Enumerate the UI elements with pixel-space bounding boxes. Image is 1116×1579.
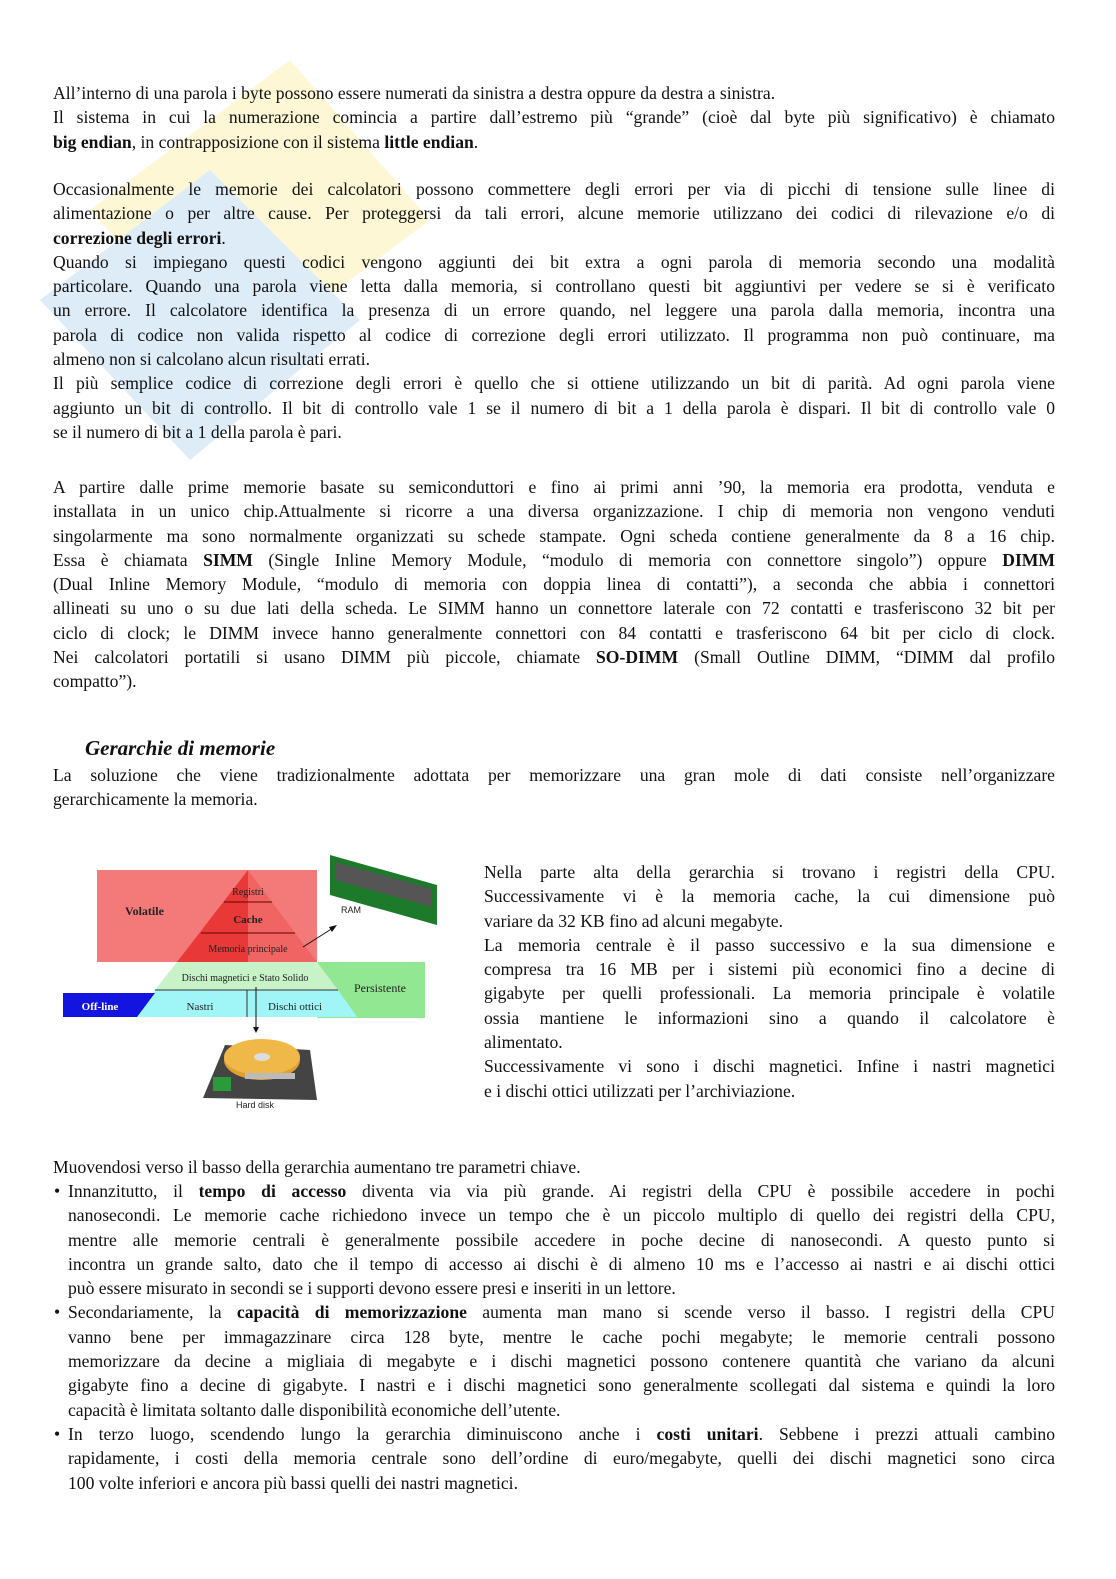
text-line bbox=[53, 226, 1055, 250]
bullet-list bbox=[53, 1179, 1055, 1495]
text-segment: Il più semplice codice di correzione degli errori è quello che si ottiene utilizzando un bit di parità. Ad ogni parola viene bbox=[53, 373, 1055, 394]
text-line bbox=[53, 81, 1055, 105]
text-line bbox=[53, 323, 1055, 347]
paragraph-endianness bbox=[53, 81, 1055, 154]
bold-term: capacità di memorizzazione bbox=[236, 1302, 467, 1323]
text-segment: Successivamente vi è la memoria cache, la cui dimensione può bbox=[484, 886, 1055, 907]
label-registri: Registri bbox=[232, 887, 264, 898]
list-item-text bbox=[68, 1422, 1055, 1495]
text-segment: (Single Inline Memory Module, “modulo di memoria con connettore singolo”) oppure bbox=[252, 549, 1003, 570]
text-segment: La memoria centrale è il passo successivo e la sua dimensione e bbox=[484, 934, 1055, 955]
text-line bbox=[484, 1006, 1055, 1030]
hard-disk-icon bbox=[203, 1039, 317, 1100]
text-segment: e i dischi ottici utilizzati per l’archiviazione. bbox=[484, 1080, 796, 1101]
text-line bbox=[68, 1276, 1055, 1300]
text-segment: La soluzione che viene tradizionalmente adottata per memorizzare una gran mole di dati consiste nell’organizzare bbox=[53, 765, 1055, 785]
list-item bbox=[53, 1179, 1055, 1300]
text-line bbox=[53, 763, 1055, 787]
text-line bbox=[53, 669, 1055, 693]
text-line bbox=[53, 130, 1055, 154]
text-line bbox=[484, 1030, 1055, 1054]
text-line bbox=[68, 1349, 1055, 1373]
bold-term: SIMM bbox=[203, 549, 253, 570]
text-segment: aggiunto un bit di controllo. Il bit di controllo vale 1 se il numero di bit a 1 della parola è dispari. Il bit di controllo vale 0 bbox=[53, 397, 1055, 418]
text-segment: vanno bene per immagazzinare circa 128 byte, mentre le cache pochi megabyte; le memorie centrali possono bbox=[68, 1326, 1055, 1347]
label-persistente: Persistente bbox=[354, 981, 406, 995]
section-heading: Gerarchie di memorie bbox=[85, 736, 276, 760]
bullet-icon: • bbox=[54, 1302, 61, 1323]
text-segment: ciclo di clock; le DIMM invece hanno generalmente connettori con 84 contatti e trasferiscono 64 bit per ciclo di clock. bbox=[53, 622, 1055, 643]
list-item bbox=[53, 1300, 1055, 1421]
label-cache: Cache bbox=[233, 914, 263, 926]
bold-term: DIMM bbox=[1002, 549, 1056, 570]
text-segment: gigabyte per quelli professionali. La memoria principale è volatile bbox=[484, 983, 1055, 1004]
text-line bbox=[53, 787, 1055, 811]
text-segment: se il numero di bit a 1 della parola è pari. bbox=[53, 421, 342, 442]
text-line bbox=[484, 957, 1055, 981]
label-dischi-ottici: Dischi ottici bbox=[267, 1001, 323, 1013]
bullet-icon: • bbox=[54, 1181, 61, 1201]
text-line bbox=[68, 1325, 1055, 1349]
text-line bbox=[53, 548, 1055, 572]
text-line bbox=[53, 524, 1055, 548]
text-segment: installata in un unico chip.Attualmente si ricorre a una diversa organizzazione. I chip di memoria non vengono venduti bbox=[53, 501, 1055, 522]
bold-term: costi unitari bbox=[656, 1423, 759, 1444]
text-line bbox=[68, 1203, 1055, 1227]
text-line bbox=[484, 933, 1055, 957]
list-item-text bbox=[68, 1179, 1055, 1300]
bold-term: SO-DIMM bbox=[596, 647, 679, 668]
text-line bbox=[53, 201, 1055, 225]
text-segment: Occasionalmente le memorie dei calcolatori possono commettere degli errori per via di picchi di tensione sulle linee di bbox=[53, 179, 1055, 199]
text-line bbox=[484, 1079, 1055, 1103]
text-line bbox=[484, 909, 1055, 933]
text-segment: gerarchicamente la memoria. bbox=[53, 789, 258, 810]
text-segment: Nei calcolatori portatili si usano DIMM più piccole, chiamate bbox=[53, 647, 597, 668]
text-segment: All’interno di una parola i byte possono essere numerati da sinistra a destra oppure da destra a sinistra. bbox=[53, 83, 776, 103]
text-segment: allineati su uno o su due lati della scheda. Le SIMM hanno un connettore laterale con 72 contatti e trasferiscono 32 bit per bbox=[53, 598, 1055, 619]
bold-term: little endian bbox=[384, 131, 474, 152]
text-segment: , in contrapposizione con il sistema bbox=[131, 131, 385, 152]
text-segment: rapidamente, i costi della memoria centrale sono dell’ordine di euro/megabyte, quelli dei dischi magnetici sono circa bbox=[68, 1448, 1055, 1469]
bold-term: correzione degli errori bbox=[53, 227, 222, 248]
text-line bbox=[68, 1179, 1055, 1203]
text-segment: capacità è limitata soltanto dalle disponibilità economiche dell’utente. bbox=[68, 1399, 561, 1420]
paragraph-key-parameters bbox=[53, 1155, 1055, 1179]
text-line bbox=[53, 1155, 1055, 1179]
text-segment: particolare. Quando una parola viene letta dalla memoria, si controllano questi bit aggiuntivi per vedere se si è verificato bbox=[53, 276, 1055, 297]
paragraph-hierarchy-intro bbox=[53, 763, 1055, 812]
text-line bbox=[68, 1252, 1055, 1276]
label-ram: RAM bbox=[341, 905, 361, 915]
text-line bbox=[53, 596, 1055, 620]
text-segment: compresa tra 16 MB per i sistemi più economici fino a decine di bbox=[484, 959, 1055, 980]
text-line bbox=[53, 645, 1055, 669]
text-line bbox=[53, 274, 1055, 298]
text-line bbox=[68, 1446, 1055, 1470]
text-segment: almeno non si calcolano alcun risultati errati. bbox=[53, 349, 371, 370]
text-line bbox=[484, 981, 1055, 1005]
text-line bbox=[484, 1054, 1055, 1078]
paragraph-memory-modules bbox=[53, 475, 1055, 694]
label-offline: Off-line bbox=[81, 1001, 119, 1013]
bold-term: tempo di accesso bbox=[198, 1181, 347, 1201]
text-segment: mentre alle memorie centrali è generalmente possibile accedere in poche decine di nanosecondi. A questo punto si bbox=[68, 1229, 1055, 1250]
text-line bbox=[53, 475, 1055, 499]
text-segment: memorizzare da decine a migliaia di megabyte e i dischi magnetici possono contenere quantità che variano da alcuni bbox=[68, 1351, 1055, 1372]
text-segment: singolarmente ma sono normalmente organizzati su schede stampate. Ogni scheda contiene generalmente da 8 a 16 chip. bbox=[53, 525, 1055, 546]
paragraph-error-correction bbox=[53, 177, 1055, 444]
text-line bbox=[68, 1300, 1055, 1324]
text-segment: variare da 32 KB fino ad alcuni megabyte. bbox=[484, 910, 783, 931]
text-segment: Quando si impiegano questi codici vengono aggiunti dei bit extra a ogni parola di memoria secondo una modalità bbox=[53, 251, 1055, 272]
text-segment: . bbox=[473, 131, 479, 152]
text-line bbox=[53, 177, 1055, 201]
text-segment: compatto”). bbox=[53, 671, 137, 692]
text-line bbox=[53, 371, 1055, 395]
text-line bbox=[68, 1422, 1055, 1446]
text-segment: Muovendosi verso il basso della gerarchia aumentano tre parametri chiave. bbox=[53, 1157, 581, 1177]
text-line bbox=[68, 1373, 1055, 1397]
text-segment: Secondariamente, la bbox=[68, 1302, 237, 1323]
bullet-icon: • bbox=[54, 1423, 61, 1444]
text-segment: 100 volte inferiori e ancora più bassi quelli dei nastri magnetici. bbox=[68, 1472, 518, 1493]
text-line bbox=[68, 1228, 1055, 1252]
text-segment: può essere misurato in secondi se i supporti devono essere presi e inseriti in un lettore. bbox=[68, 1278, 676, 1299]
label-nastri: Nastri bbox=[186, 1001, 214, 1013]
text-segment: In terzo luogo, scendendo lungo la gerarchia diminuiscono anche i bbox=[68, 1423, 657, 1444]
list-item-text bbox=[68, 1300, 1055, 1421]
text-segment: un errore. Il calcolatore identifica la presenza di un errore quando, nel leggere una parola dalla memoria, incontra una bbox=[53, 300, 1055, 321]
text-line bbox=[53, 572, 1055, 596]
text-segment: A partire dalle prime memorie basate su semiconduttori e fino ai primi anni ’90, la memoria era prodotta, venduta e bbox=[53, 477, 1055, 497]
text-line bbox=[53, 621, 1055, 645]
text-line bbox=[53, 499, 1055, 523]
text-segment: incontra un grande salto, dato che il tempo di accesso ai dischi è di almeno 10 ms e l’accesso ai nastri e ai dischi ottici bbox=[68, 1253, 1055, 1274]
text-segment: (Small Outline DIMM, “DIMM dal profilo bbox=[678, 647, 1055, 668]
list-item bbox=[53, 1422, 1055, 1495]
text-segment: Nella parte alta della gerarchia si trovano i registri della CPU. bbox=[484, 862, 1055, 882]
text-segment: alimentato. bbox=[484, 1032, 563, 1053]
label-hard-disk: Hard disk bbox=[235, 1100, 275, 1110]
text-line bbox=[68, 1398, 1055, 1422]
text-line bbox=[53, 396, 1055, 420]
text-line bbox=[484, 884, 1055, 908]
paragraph-hierarchy-description bbox=[484, 860, 1055, 1103]
bold-term: big endian bbox=[53, 131, 132, 152]
text-segment: alimentazione o per altre cause. Per proteggersi da tali errori, alcune memorie utilizzano dei codici di rilevazione e/o di bbox=[53, 203, 1055, 224]
text-segment: parola di codice non valida rispetto al codice di correzione degli errori utilizzato. Il programma non può continuare, ma bbox=[53, 324, 1055, 345]
text-line bbox=[53, 105, 1055, 129]
label-volatile: Volatile bbox=[125, 904, 164, 918]
text-segment: Successivamente vi sono i dischi magnetici. Infine i nastri magnetici bbox=[484, 1056, 1055, 1077]
text-segment: . bbox=[221, 227, 226, 248]
text-line bbox=[53, 298, 1055, 322]
text-segment: . Sebbene i prezzi attuali cambino bbox=[758, 1423, 1056, 1444]
text-segment: Innanzitutto, il bbox=[68, 1181, 199, 1201]
text-segment: aumenta man mano si scende verso il basso. I registri della CPU bbox=[466, 1302, 1055, 1323]
text-segment: Il sistema in cui la numerazione comincia a partire dall’estremo più “grande” (cioè dal byte più significativo) è chiamato bbox=[53, 107, 1055, 128]
text-line bbox=[53, 347, 1055, 371]
text-line bbox=[484, 860, 1055, 884]
text-segment: Essa è chiamata bbox=[53, 549, 204, 570]
text-segment: gigabyte fino a decine di gigabyte. I nastri e i dischi magnetici sono generalmente scollegati dal sistema e quindi la loro bbox=[68, 1375, 1055, 1396]
text-line bbox=[53, 420, 1055, 444]
text-segment: (Dual Inline Memory Module, “modulo di memoria con doppia linea di contatti”), a seconda che abbia i connettori bbox=[53, 574, 1055, 595]
memory-hierarchy-diagram bbox=[55, 845, 455, 1120]
text-segment: nanosecondi. Le memorie cache richiedono invece un tempo che è un piccolo multiplo di quello dei registri della CPU, bbox=[68, 1205, 1055, 1226]
label-memoria-principale: Memoria principale bbox=[208, 944, 288, 955]
text-line bbox=[53, 250, 1055, 274]
text-segment: ossia mantiene le informazioni sino a quando il calcolatore è bbox=[484, 1007, 1055, 1028]
text-segment: diventa via via più grande. Ai registri della CPU è possibile accedere in pochi bbox=[346, 1181, 1055, 1201]
label-dischi-magnetici: Dischi magnetici e Stato Solido bbox=[181, 973, 309, 984]
text-line bbox=[68, 1471, 1055, 1495]
